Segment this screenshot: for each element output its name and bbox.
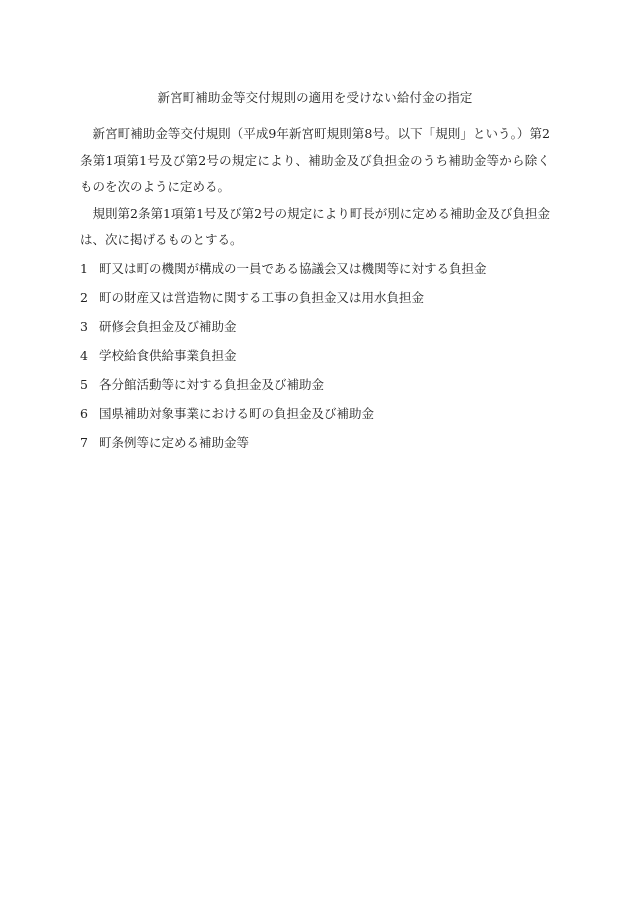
item-number: 2 <box>80 289 88 305</box>
item-number: 3 <box>80 318 88 334</box>
designated-items-list <box>80 254 550 457</box>
item-number: 6 <box>80 405 88 421</box>
list-item <box>80 370 550 399</box>
document-body <box>80 121 550 457</box>
list-item <box>80 312 550 341</box>
paragraph-2: 規則第2条第1項第1号及び第2号の規定により町長が別に定める補助金及び負担金は、次に掲げるものとする。 <box>80 205 550 247</box>
list-item <box>80 399 550 428</box>
item-text: 町の財産又は営造物に関する工事の負担金又は用水負担金 <box>99 289 425 305</box>
list-item <box>80 341 550 370</box>
item-text: 学校給食供給事業負担金 <box>99 347 237 363</box>
item-number: 1 <box>80 260 88 276</box>
list-item <box>80 254 550 283</box>
item-number: 5 <box>80 376 88 392</box>
document-title: 新宮町補助金等交付規則の適用を受けない給付金の指定 <box>157 90 473 105</box>
item-text: 町又は町の機関が構成の一員である協議会又は機関等に対する負担金 <box>99 260 487 276</box>
item-text: 町条例等に定める補助金等 <box>99 434 250 450</box>
item-number: 4 <box>80 347 88 363</box>
item-text: 国県補助対象事業における町の負担金及び補助金 <box>99 405 375 421</box>
item-text: 各分館活動等に対する負担金及び補助金 <box>99 376 325 392</box>
item-text: 研修会負担金及び補助金 <box>99 318 237 334</box>
list-item <box>80 428 550 457</box>
list-item <box>80 283 550 312</box>
paragraph-1: 新宮町補助金等交付規則（平成9年新宮町規則第8号。以下「規則」という。）第2条第1項第1号及び第2号の規定により、補助金及び負担金のうち補助金等から除くものを次のように定める。 <box>80 126 550 194</box>
item-number: 7 <box>80 434 88 450</box>
